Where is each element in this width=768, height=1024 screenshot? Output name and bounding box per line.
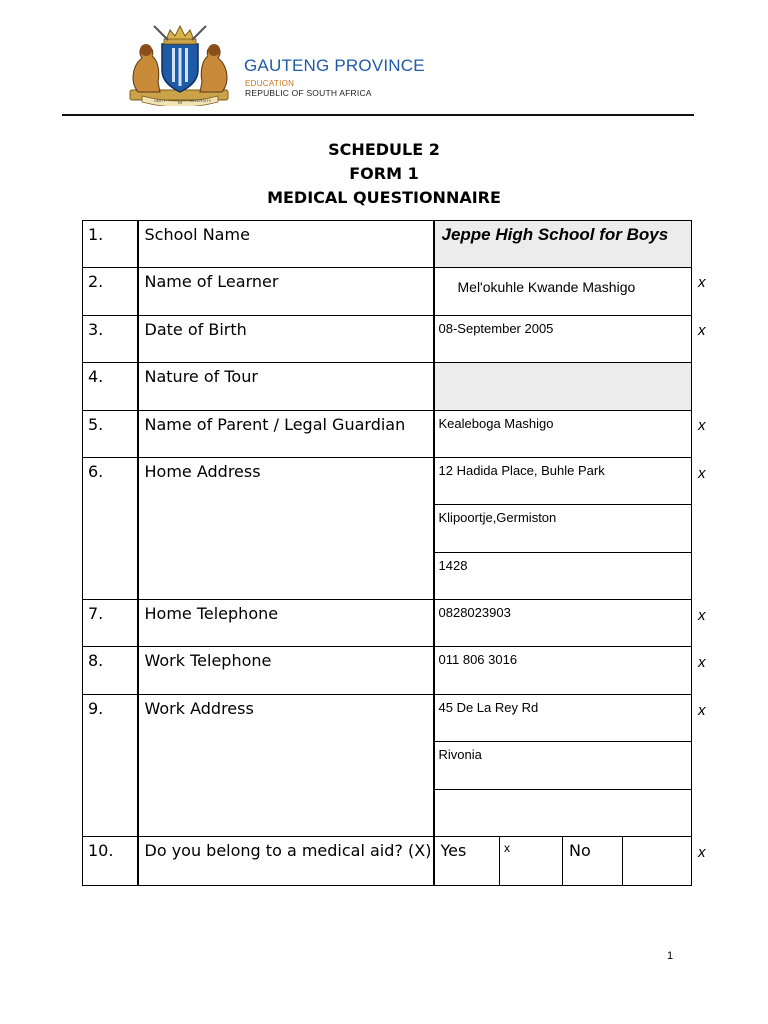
school-name-field[interactable]: Jeppe High School for Boys — [434, 221, 692, 268]
field-label-nature-of-tour: Nature of Tour — [138, 363, 434, 411]
row-number: 2. — [83, 268, 138, 316]
row-3-mark: x — [698, 322, 706, 339]
row-number: 8. — [83, 647, 138, 695]
medical-aid-no-label: No — [563, 837, 623, 886]
field-label-home-telephone: Home Telephone — [138, 600, 434, 647]
row-number: 9. — [83, 695, 138, 837]
header-divider — [62, 114, 694, 116]
form-row — [83, 268, 692, 316]
parent-name-field[interactable]: Kealeboga Mashigo — [434, 411, 692, 458]
field-label-work-telephone: Work Telephone — [138, 647, 434, 695]
row-6-mark: x — [698, 465, 706, 482]
nature-of-tour-field[interactable] — [434, 363, 692, 411]
row-number: 3. — [83, 316, 138, 363]
row-number: 10. — [83, 837, 138, 886]
field-label-school-name: School Name — [138, 221, 434, 268]
motto-right-text: DIVERSITY — [190, 98, 212, 103]
brand-country: REPUBLIC OF SOUTH AFRICA — [245, 88, 372, 98]
row-number: 4. — [83, 363, 138, 411]
home-address-line-3[interactable]: 1428 — [434, 553, 692, 600]
learner-name-field[interactable]: Mel'okuhle Kwande Mashigo — [434, 268, 692, 316]
form-row — [83, 458, 692, 505]
form-row — [83, 221, 692, 268]
row-number: 7. — [83, 600, 138, 647]
row-number: 5. — [83, 411, 138, 458]
brand-department: EDUCATION — [245, 79, 295, 88]
home-address-line-2[interactable]: Klipoortje,Germiston — [434, 505, 692, 553]
work-address-line-3[interactable] — [434, 790, 692, 837]
work-telephone-field[interactable]: 011 806 3016 — [434, 647, 692, 695]
field-label-learner-name: Name of Learner — [138, 268, 434, 316]
motto-left-text: UNITY — [154, 98, 166, 103]
row-2-mark: x — [698, 274, 706, 291]
form-row — [83, 363, 692, 411]
row-number: 6. — [83, 458, 138, 600]
row-10-mark: x — [698, 844, 706, 861]
field-label-work-address: Work Address — [138, 695, 434, 837]
form-row — [83, 695, 692, 742]
form-row — [83, 316, 692, 363]
row-9-mark: x — [698, 702, 706, 719]
field-label-date-of-birth: Date of Birth — [138, 316, 434, 363]
work-address-line-2[interactable]: Rivonia — [434, 742, 692, 790]
page-number: 1 — [667, 950, 674, 962]
form-row — [83, 647, 692, 695]
field-label-parent-name: Name of Parent / Legal Guardian — [138, 411, 434, 458]
row-8-mark: x — [698, 654, 706, 671]
medical-aid-no-checkbox[interactable] — [623, 837, 692, 886]
brand-title: GAUTENG PROVINCE — [244, 56, 425, 75]
questionnaire-title: MEDICAL QUESTIONNAIRE — [267, 188, 501, 207]
work-address-line-1[interactable]: 45 De La Rey Rd — [434, 695, 692, 742]
schedule-title: SCHEDULE 2 — [328, 140, 440, 159]
medical-aid-yes-label: Yes — [434, 837, 500, 886]
field-label-medical-aid: Do you belong to a medical aid? (X) — [138, 837, 434, 886]
medical-aid-yes-checkbox[interactable]: x — [500, 837, 563, 886]
date-of-birth-field[interactable]: 08-September 2005 — [434, 316, 692, 363]
form-title: FORM 1 — [349, 164, 419, 183]
form-row — [83, 837, 692, 886]
home-address-line-1[interactable]: 12 Hadida Place, Buhle Park — [434, 458, 692, 505]
home-telephone-field[interactable]: 0828023903 — [434, 600, 692, 647]
gauteng-coat-of-arms-logo — [124, 22, 236, 106]
field-label-home-address: Home Address — [138, 458, 434, 600]
medical-questionnaire-form — [82, 220, 692, 886]
row-7-mark: x — [698, 607, 706, 624]
motto-mid-text: IN — [178, 100, 182, 105]
form-row — [83, 600, 692, 647]
row-5-mark: x — [698, 417, 706, 434]
form-row — [83, 411, 692, 458]
row-number: 1. — [83, 221, 138, 268]
